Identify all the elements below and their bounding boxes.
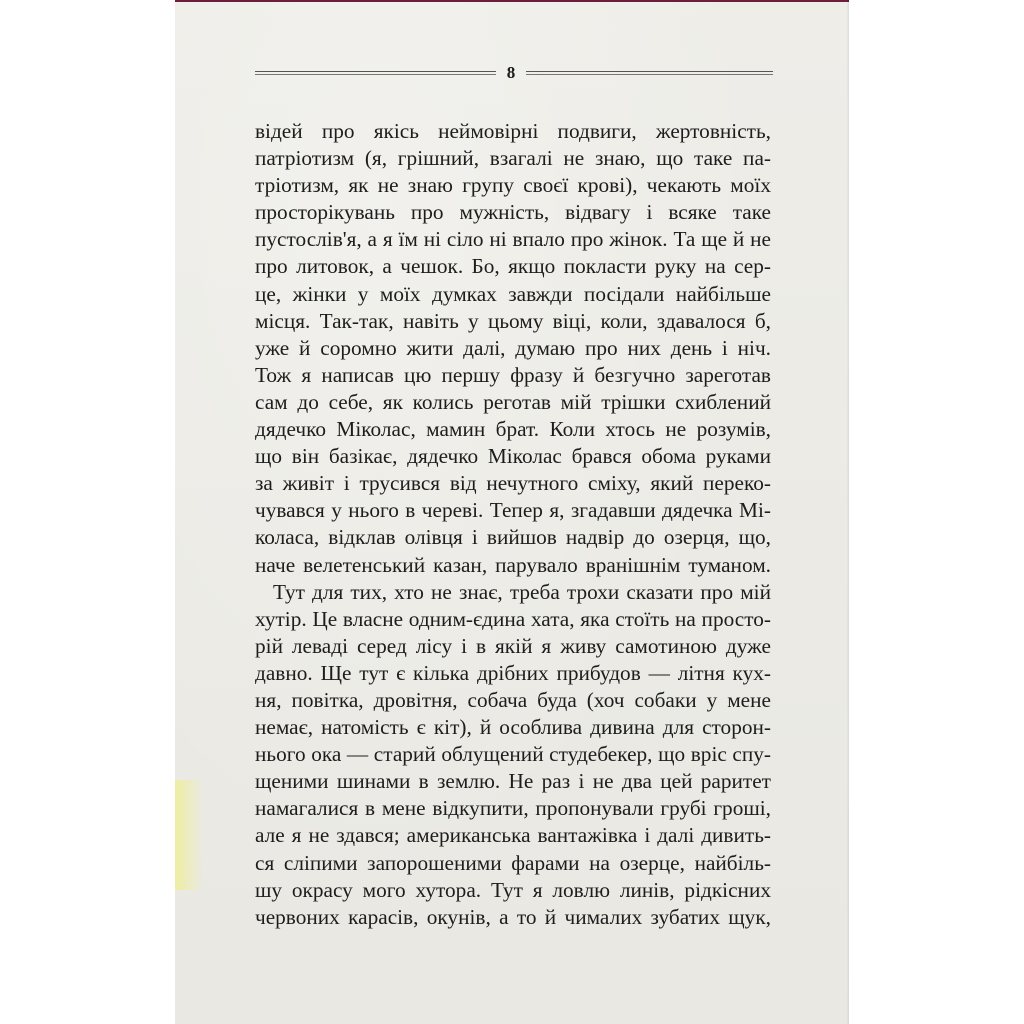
text-line: уже й соромно жити далі, думаю про них день і ніч. — [255, 335, 771, 360]
top-edge-strip — [175, 0, 849, 2]
paragraph-start-line: Тут для тих, хто не знає, треба трохи сказати про мій — [273, 579, 771, 604]
light-glare — [175, 780, 203, 890]
text-line: хутір. Це власне одним-єдина хата, яка стоїть на просто- — [255, 606, 771, 631]
header-rule-right — [526, 71, 773, 75]
page-edge-shadow — [847, 0, 849, 1024]
text-line: тріотизм, як не знаю групу своєї крові), чекають моїх — [255, 173, 771, 198]
text-line: нього ока — старий облущений студебекер, що вріс спу- — [255, 742, 771, 767]
text-line: але я не здався; американська вантажівка і далі дивить- — [255, 823, 771, 848]
text-line: рій леваді серед лісу і в якій я живу самотиною дуже — [255, 633, 771, 658]
text-line: наче велетенський казан, парувало вранішнім туманом. — [255, 552, 771, 577]
text-line: це, жінки у моїх думках завжди посідали найбільше — [255, 281, 771, 306]
text-line: за живіт і трусився від нечутного сміху, який переко- — [255, 471, 771, 496]
text-line: сам до себе, як колись реготав мій трішки схиблений — [255, 389, 771, 414]
text-line: дядечко Міколас, мамин брат. Коли хтось не розумів, — [255, 417, 771, 442]
text-line: червоних карасів, окунів, а то й чималих зубатих щук, — [255, 904, 771, 929]
body-text — [255, 118, 771, 931]
text-line: намагалися в мене відкупити, пропонували грубі гроші, — [255, 796, 771, 821]
header-rule-left — [255, 71, 496, 75]
text-line: немає, натомість є кіт), й особлива дивина для сторон- — [255, 715, 771, 740]
text-line: що він базікає, дядечко Міколас брався обома руками — [255, 444, 771, 469]
text-line: пустослів'я, а я їм ні сіло ні впало про жінок. Та ще й не — [255, 227, 771, 252]
text-line: просторікувань про мужність, відвагу і всяке таке — [255, 200, 771, 225]
text-line: місця. Так-так, навіть у цьому віці, коли, здавалося б, — [255, 308, 771, 333]
text-line: відей про якісь неймовірні подвиги, жертовність, — [255, 119, 771, 143]
text-line: патріотизм (я, грішний, взагалі не знаю, що таке па- — [255, 146, 771, 171]
text-line: давно. Ще тут є кілька дрібних прибудов — літня кух- — [255, 660, 771, 685]
text-line: щеними шинами в землю. Не раз і не два цей раритет — [255, 769, 771, 794]
text-line: Тож я написав цю першу фразу й безгучно зареготав — [255, 362, 771, 387]
running-header — [255, 62, 773, 82]
text-line: коласа, відклав олівця і вийшов надвір до озерця, що, — [255, 525, 771, 550]
text-line: ня, повітка, дровітня, собача буда (хоч собаки у мене — [255, 687, 771, 712]
page-number: 8 — [506, 63, 516, 82]
text-line: чувався у нього в череві. Тепер я, згадавши дядечка Мі- — [255, 498, 771, 523]
text-line: шу окрасу мого хутора. Тут я ловлю линів, рідкісних — [255, 877, 771, 902]
book-page — [175, 0, 849, 1024]
text-line: про литовок, а чешок. Бо, якщо покласти руку на сер- — [255, 254, 771, 279]
text-line: ся сліпими запорошеними фарами на озерце, найбіль- — [255, 850, 771, 875]
